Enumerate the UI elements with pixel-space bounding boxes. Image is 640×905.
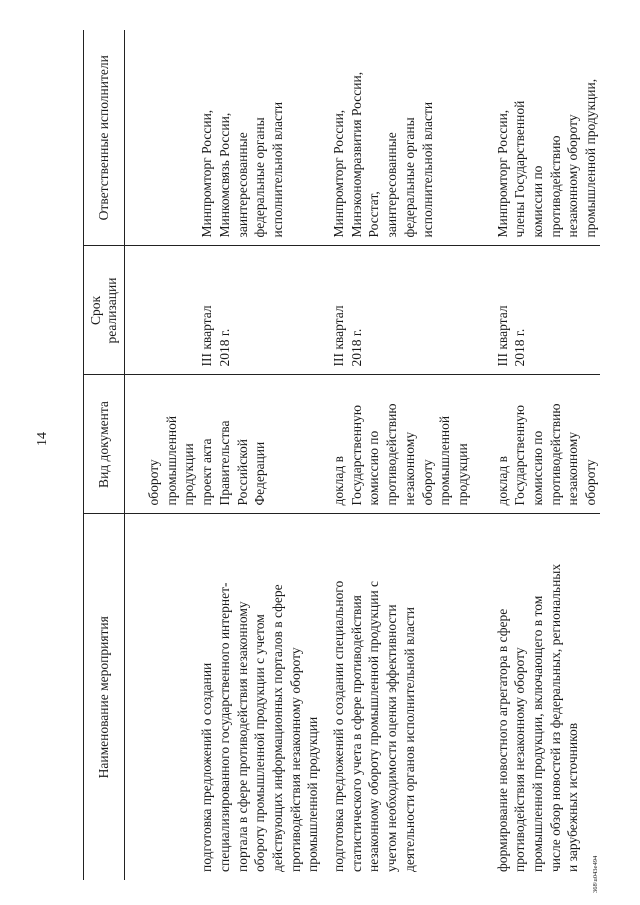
executors-cell bbox=[125, 30, 199, 246]
deadline-cell: III квартал 2018 г. bbox=[322, 246, 472, 375]
page-number: 14 bbox=[35, 432, 50, 446]
event-name-cell: подготовка предложений о создании специального статистического учета в сфере противодействия незаконному обороту промышленной продукции с учетом необходимости оценки эффективности деятельности органов исполнительной власти bbox=[331, 580, 417, 872]
event-name-cell bbox=[125, 514, 199, 880]
header-executors: Ответственные исполнители bbox=[84, 30, 125, 246]
deadline-cell bbox=[125, 246, 199, 375]
document-type-cell: доклад в Государственную комиссию по противодействию незаконному обороту промышленной продукции bbox=[322, 375, 472, 514]
table-row bbox=[198, 30, 322, 880]
event-name-cell: формирование новостного агрегатора в сфере противодействия незаконному обороту промышленной продукции, включающего в том числе обзор новостей из федеральных, региональных и зарубежных источников bbox=[494, 563, 581, 872]
executors-cell: Минпромторг России, члены Государственной комиссии по противодействию незаконному обороту промышленной продукции, bbox=[472, 30, 600, 246]
table-row bbox=[472, 30, 600, 880]
document-type-cell: доклад в Государственную комиссию по противодействию незаконному обороту bbox=[472, 375, 600, 514]
event-name-cell: подготовка предложений о создании специализированного государственного интернет- портала в сфере противодействия незаконному обороту промышленной продукции с учетом действующих информационных порталов в сфере противодействия незаконному обороту промышленной продукции bbox=[199, 582, 321, 872]
header-document-type: Вид документа bbox=[84, 375, 125, 514]
document-type-cell: обороту промышленной продукции bbox=[125, 375, 199, 514]
executors-cell: Минпромторг России, Минкомсвязь России, заинтересованные федеральные органы исполнительной власти bbox=[198, 30, 322, 246]
deadline-cell: III квартал 2018 г. bbox=[198, 246, 322, 375]
table-header-row bbox=[84, 30, 125, 880]
deadline-cell: III квартал 2018 г. bbox=[472, 246, 600, 375]
header-event-name: Наименование мероприятия bbox=[84, 514, 125, 880]
header-deadline: Срок реализации bbox=[84, 246, 125, 375]
table-row-continuation bbox=[125, 30, 199, 880]
action-plan-table bbox=[83, 30, 600, 880]
document-type-cell: проект акта Правительства Российской Федерации bbox=[198, 375, 322, 514]
executors-cell: Минпромторг России, Минэкономразвития России, Росстат, заинтересованные федеральные органы исполнительной власти bbox=[322, 30, 472, 246]
document-code: 368\u043e494 bbox=[592, 855, 599, 893]
table-row bbox=[322, 30, 472, 880]
